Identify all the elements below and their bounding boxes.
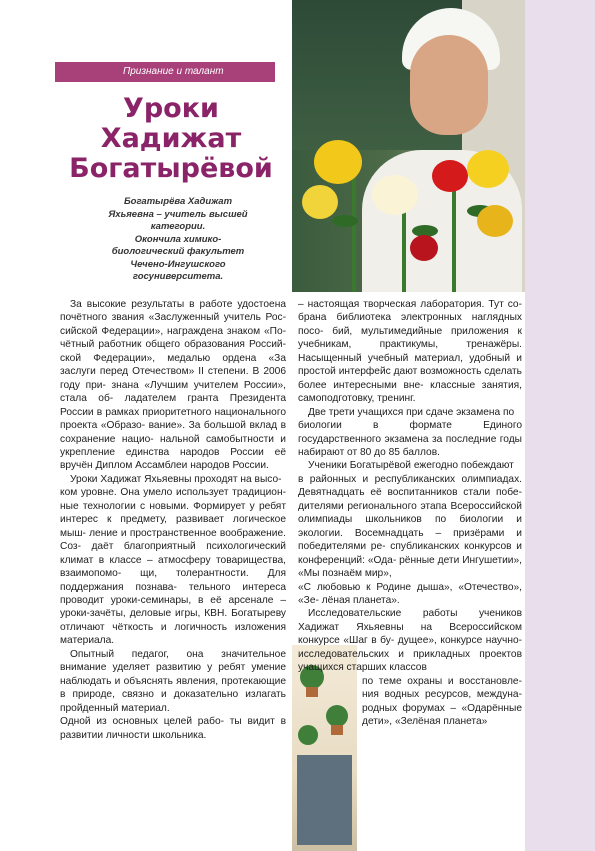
text-column-left (60, 298, 286, 742)
lede-line: Яхьяевна – учитель высшей (108, 208, 248, 220)
lede-line: Окончила химико- (134, 233, 222, 245)
title-line: Богатырёвой (69, 153, 273, 184)
paragraph: Одной из основных целей рабо- ты видит в развитии личности школьника. (60, 716, 286, 741)
paragraph: в районных и республиканских олимпиадах. Девятнадцать её воспитанников стали побе- дителями регионального этапа Всероссийской олимпиады школьников по биологии и экологии. Восемнадцать – призёрами и победителями ре- спубликанских конкурсов и конференций: «Ода- рённые дети Ингушетии», «Мы познаём мир», (298, 473, 522, 580)
white-rose (372, 175, 418, 215)
yellow-rose (477, 205, 513, 237)
flower-stem (352, 170, 356, 292)
lede-line: госуниверситета. (132, 271, 224, 282)
lede-line: Чечено-Ингушского (130, 258, 226, 270)
section-rubric: Признание и талант (55, 62, 275, 82)
paragraph: ком уровне. Она умело использует традицион- ные технологии с новыми. Формирует у ребят интерес к предмету, развивает логическое мыш- ление и пространственное воображение. Соз- даёт благоприятный психологический климат в классе – атмосферу товарищества, взаимопомо- щи, толерантности. Для поддержания познава- тельного интереса проводит уроки-семинары, в её арсенале – уроки-зачёты, деловые игры, КВН. Богатыреву отличают чёткость и логичность изложения материала. (60, 487, 286, 647)
text-column-right (298, 298, 522, 729)
paragraph: – настоящая творческая лаборатория. Тут со- брана библиотека электронных наглядных посо- бий, мультимедийные приложения к учебникам, практикумы, тренажёры. Насыщенный учебный материал, удобный и простой интерфейс дают возможность сделать более интересными вне- классные занятия, самоподготовку, тренинг. (298, 299, 522, 405)
red-rose (432, 160, 468, 192)
lede-line: Богатырёва Хадижат (123, 196, 233, 207)
article-lede (80, 196, 276, 284)
flower-stem (452, 175, 456, 292)
paragraph: Опытный педагог, она значительное внимание уделяет развитию у ребят умение наблюдать и объяснять явления, протекающие в природе, связно и доказательно излагать пройденный материал. (60, 648, 286, 714)
paragraph: За высокие результаты в работе удостоена почётного звания «Заслуженный учитель Рос- сийской Федерации», награждена знаком «По- чётный работник общего образования Россий- ской Федерации», медалью ордена «За заслуги перед Отечеством» II степени. В 2006 году при- знана «Лучшим учителем России», стала об- ладателем гранта Президента России в рамках приоритетного национального проекта «Образо- вание». За большой вклад в сохранение нацио- нальной самобытности и укрепление единства народов России её вручён Диплом Ассамблеи народов России. (60, 299, 286, 472)
page-left-margin (0, 62, 50, 851)
bookshelf (297, 755, 352, 845)
face (410, 35, 488, 135)
paragraph: Исследовательские работы учеников Хадижат Яхьяевны на Всероссийском конкурсе «Шаг в бу- дущее», конкурсе научно-исследовательских и прикладных проектов учащихся старших классов (298, 608, 522, 674)
portrait-photo (292, 0, 525, 292)
lede-line: биологический факультет (111, 246, 245, 257)
side-panel (525, 0, 595, 851)
paragraph: Ученики Богатырёвой ежегодно побеждают (308, 460, 514, 472)
paragraph: Две трети учащихся при сдаче экзамена по (308, 406, 515, 418)
yellow-rose (314, 140, 362, 184)
paragraph: Уроки Хадижат Яхьяевны проходят на высо- (70, 473, 282, 485)
yellow-rose (302, 185, 338, 219)
yellow-rose (467, 150, 509, 188)
title-line: Хадижат (100, 123, 242, 154)
article-title (60, 94, 282, 184)
paragraph: «С любовью к Родине дыша», «Отечество», «Зе- лёная планета». (298, 581, 522, 606)
leaf (332, 215, 358, 227)
red-rose (410, 235, 438, 261)
paragraph: биологии в формате Единого государственного экзамена за последние годы набирают от 80 до 85 баллов. (298, 420, 522, 458)
title-line: Уроки (123, 93, 219, 124)
lede-line: категории. (150, 221, 206, 232)
paragraph: по теме охраны и восстановле- ния водных ресурсов, междуна- родных форумах – «Одарённые дети», «Зелёная планета» (362, 675, 522, 728)
